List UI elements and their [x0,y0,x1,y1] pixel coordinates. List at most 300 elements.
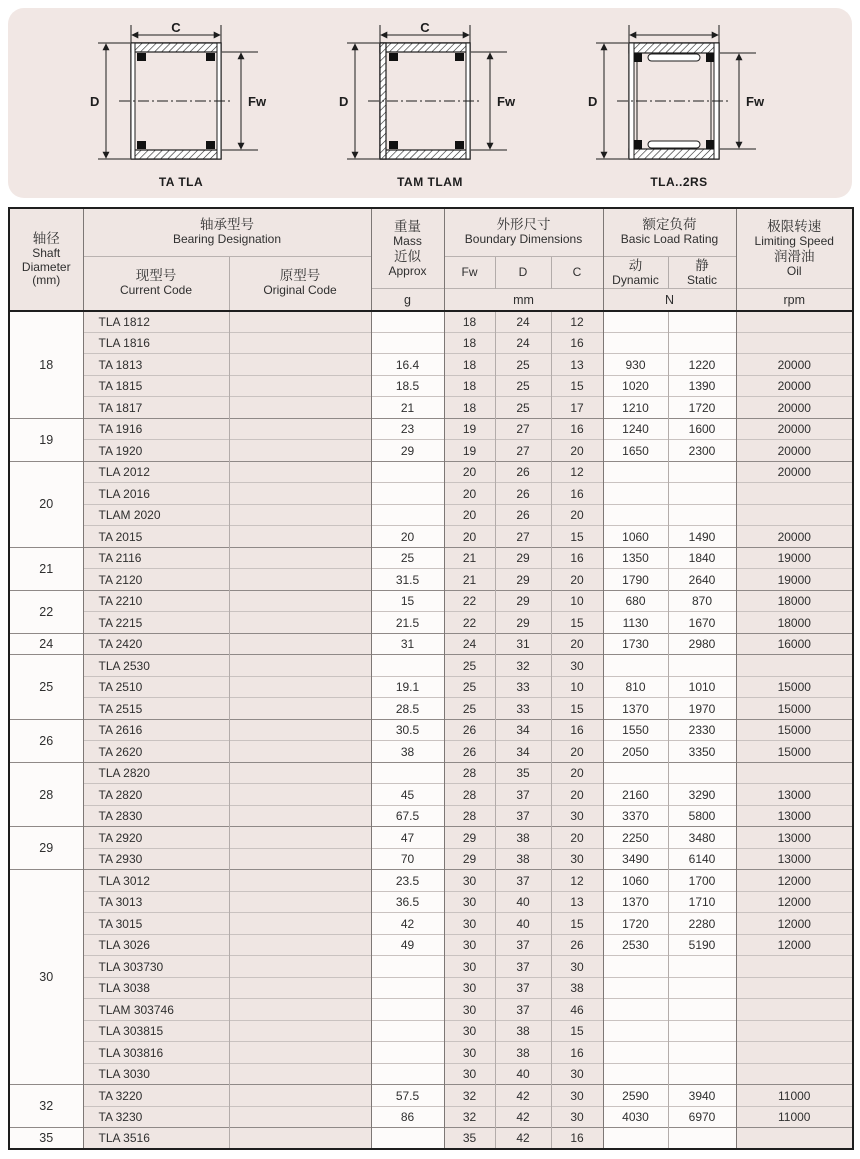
mass-cell [371,504,444,526]
current-code-cell: TA 1815 [83,375,229,397]
mass-cell: 21 [371,397,444,419]
header-line: Diameter [21,259,71,274]
diagram-panel [8,8,852,198]
c-cell: 20 [551,440,603,462]
mass-cell: 23.5 [371,870,444,892]
current-code-cell: TLA 2016 [83,483,229,505]
header-line: Static [686,272,717,287]
fw-cell: 28 [444,805,495,827]
mass-cell: 15 [371,590,444,612]
current-code-cell: TLA 3030 [83,1063,229,1085]
dynamic-load-cell: 2250 [603,827,668,849]
dynamic-load-cell [603,999,668,1021]
speed-cell [736,332,853,354]
mass-cell [371,1020,444,1042]
table-row [9,999,853,1021]
col-header-bearing-designation [83,208,371,256]
current-code-cell: TLA 303815 [83,1020,229,1042]
static-load-cell: 6140 [668,848,736,870]
fw-cell: 24 [444,633,495,655]
speed-cell: 13000 [736,784,853,806]
d-cell: 37 [495,870,551,892]
speed-cell: 18000 [736,612,853,634]
header-line: Dynamic [612,272,659,287]
header-line: Oil [786,263,802,278]
mass-cell [371,762,444,784]
c-cell: 12 [551,311,603,333]
bearing-diagram-tam-tlam [335,21,525,189]
c-cell: 20 [551,504,603,526]
static-load-cell: 3940 [668,1085,736,1107]
mass-cell [371,332,444,354]
c-cell: 46 [551,999,603,1021]
dynamic-load-cell: 1730 [603,633,668,655]
speed-cell: 19000 [736,569,853,591]
dynamic-load-cell: 1350 [603,547,668,569]
original-code-cell [229,655,371,677]
table-row [9,956,853,978]
d-cell: 38 [495,848,551,870]
static-load-cell: 6970 [668,1106,736,1128]
header-line: Approx [388,263,427,278]
speed-cell: 15000 [736,741,853,763]
current-code-cell: TLA 3038 [83,977,229,999]
d-cell: 29 [495,590,551,612]
dynamic-load-cell [603,483,668,505]
table-row [9,1128,853,1150]
fw-cell: 21 [444,569,495,591]
fw-cell: 32 [444,1085,495,1107]
mass-cell: 20 [371,526,444,548]
table-row [9,977,853,999]
d-cell: 37 [495,934,551,956]
fw-cell: 32 [444,1106,495,1128]
dynamic-load-cell: 930 [603,354,668,376]
fw-cell: 18 [444,397,495,419]
header-line: 外形尺寸 [496,217,551,233]
unit-load-n: N [603,289,736,311]
c-cell: 30 [551,848,603,870]
dynamic-load-cell [603,332,668,354]
fw-cell: 28 [444,762,495,784]
dynamic-load-cell [603,956,668,978]
original-code-cell [229,956,371,978]
mass-cell: 18.5 [371,375,444,397]
dynamic-load-cell [603,461,668,483]
static-load-cell: 1670 [668,612,736,634]
original-code-cell [229,332,371,354]
speed-cell [736,1063,853,1085]
original-code-cell [229,1085,371,1107]
original-code-cell [229,698,371,720]
current-code-cell: TA 1920 [83,440,229,462]
dynamic-load-cell [603,977,668,999]
mass-cell: 25 [371,547,444,569]
table-row [9,784,853,806]
original-code-cell [229,440,371,462]
diagram-label: TAM TLAM [397,175,463,189]
unit-mass-g: g [371,289,444,311]
bearing-cross-section-drawing [86,21,276,173]
table-row [9,483,853,505]
speed-cell: 13000 [736,848,853,870]
dynamic-load-cell: 2530 [603,934,668,956]
header-line: 极限转速 [767,218,822,234]
c-cell: 15 [551,1020,603,1042]
fw-cell: 19 [444,440,495,462]
static-load-cell: 1390 [668,375,736,397]
table-row [9,1020,853,1042]
unit-speed-rpm: rpm [736,289,853,311]
original-code-cell [229,719,371,741]
dynamic-load-cell: 810 [603,676,668,698]
speed-cell [736,655,853,677]
speed-cell: 13000 [736,805,853,827]
original-code-cell [229,397,371,419]
shaft-diameter-cell: 26 [9,719,83,762]
speed-cell [736,956,853,978]
c-cell: 16 [551,418,603,440]
table-row [9,590,853,612]
c-cell: 38 [551,977,603,999]
current-code-cell: TA 2920 [83,827,229,849]
current-code-cell: TA 3220 [83,1085,229,1107]
shaft-diameter-cell: 18 [9,311,83,419]
static-load-cell: 3290 [668,784,736,806]
static-load-cell: 1490 [668,526,736,548]
dynamic-load-cell: 1370 [603,698,668,720]
table-row [9,676,853,698]
mass-cell [371,483,444,505]
original-code-cell [229,1128,371,1150]
shaft-diameter-cell: 35 [9,1128,83,1150]
fw-cell: 18 [444,332,495,354]
static-load-cell [668,999,736,1021]
original-code-cell [229,612,371,634]
speed-cell: 20000 [736,526,853,548]
current-code-cell: TA 1813 [83,354,229,376]
speed-cell [736,483,853,505]
d-cell: 40 [495,891,551,913]
speed-cell: 12000 [736,913,853,935]
speed-cell: 12000 [736,934,853,956]
dynamic-load-cell: 3370 [603,805,668,827]
static-load-cell: 2300 [668,440,736,462]
fw-cell: 30 [444,870,495,892]
d-cell: 26 [495,483,551,505]
speed-cell: 13000 [736,827,853,849]
original-code-cell [229,1042,371,1064]
mass-cell [371,956,444,978]
c-cell: 30 [551,655,603,677]
static-load-cell: 1600 [668,418,736,440]
current-code-cell: TA 2215 [83,612,229,634]
d-cell: 38 [495,1042,551,1064]
header-line: 润滑油 [774,248,815,264]
mass-cell: 42 [371,913,444,935]
bearing-diagram-tla-2rs [584,21,774,189]
c-cell: 26 [551,934,603,956]
header-line: 动 [628,257,643,273]
header-line: 原型号 [279,268,321,284]
col-header-basic-load-rating [603,208,736,256]
d-cell: 35 [495,762,551,784]
dynamic-load-cell: 1790 [603,569,668,591]
table-row [9,547,853,569]
c-cell: 30 [551,1063,603,1085]
speed-cell: 11000 [736,1106,853,1128]
header-line: (mm) [32,273,61,288]
mass-cell: 30.5 [371,719,444,741]
static-load-cell: 1720 [668,397,736,419]
col-header-dynamic [603,256,668,289]
d-cell: 26 [495,461,551,483]
c-cell: 20 [551,827,603,849]
original-code-cell [229,805,371,827]
current-code-cell: TA 2930 [83,848,229,870]
mass-cell [371,1128,444,1150]
original-code-cell [229,827,371,849]
d-cell: 34 [495,741,551,763]
fw-cell: 20 [444,483,495,505]
static-load-cell: 870 [668,590,736,612]
static-load-cell: 2330 [668,719,736,741]
d-cell: 31 [495,633,551,655]
table-row [9,848,853,870]
table-row [9,870,853,892]
fw-cell: 30 [444,1063,495,1085]
static-load-cell: 1220 [668,354,736,376]
original-code-cell [229,741,371,763]
fw-cell: 29 [444,848,495,870]
c-cell: 13 [551,354,603,376]
speed-cell [736,1128,853,1150]
col-header-shaft-diameter [9,208,83,311]
table-row [9,526,853,548]
dynamic-load-cell [603,504,668,526]
current-code-cell: TLAM 2020 [83,504,229,526]
table-row [9,805,853,827]
original-code-cell [229,526,371,548]
static-load-cell: 1010 [668,676,736,698]
original-code-cell [229,483,371,505]
static-load-cell: 1840 [668,547,736,569]
mass-cell [371,1042,444,1064]
current-code-cell: TLA 303816 [83,1042,229,1064]
original-code-cell [229,1020,371,1042]
static-load-cell [668,655,736,677]
mass-cell [371,655,444,677]
fw-cell: 30 [444,977,495,999]
current-code-cell: TLA 1812 [83,311,229,333]
c-cell: 10 [551,676,603,698]
mass-cell: 70 [371,848,444,870]
c-cell: 20 [551,569,603,591]
shaft-diameter-cell: 22 [9,590,83,633]
c-cell: 20 [551,741,603,763]
original-code-cell [229,547,371,569]
header-line: Bearing Designation [172,232,282,247]
current-code-cell: TA 3230 [83,1106,229,1128]
mass-cell: 19.1 [371,676,444,698]
mass-cell: 47 [371,827,444,849]
speed-cell: 12000 [736,870,853,892]
fw-cell: 21 [444,547,495,569]
dynamic-load-cell [603,1063,668,1085]
col-header-fw [444,256,495,289]
table-row [9,1063,853,1085]
c-cell: 15 [551,526,603,548]
current-code-cell: TLA 303730 [83,956,229,978]
static-load-cell: 3480 [668,827,736,849]
d-cell: 25 [495,397,551,419]
header-line: Fw [461,264,478,279]
table-body [9,311,853,1150]
fw-cell: 20 [444,504,495,526]
fw-cell: 30 [444,934,495,956]
fw-cell: 30 [444,956,495,978]
speed-cell: 15000 [736,676,853,698]
d-cell: 42 [495,1106,551,1128]
d-cell: 24 [495,332,551,354]
table-row [9,1042,853,1064]
mass-cell: 67.5 [371,805,444,827]
fw-cell: 25 [444,676,495,698]
dynamic-load-cell: 4030 [603,1106,668,1128]
current-code-cell: TA 2820 [83,784,229,806]
original-code-cell [229,977,371,999]
current-code-cell: TLA 2012 [83,461,229,483]
current-code-cell: TA 2830 [83,805,229,827]
d-cell: 40 [495,1063,551,1085]
current-code-cell: TA 3015 [83,913,229,935]
c-cell: 16 [551,1042,603,1064]
original-code-cell [229,1063,371,1085]
current-code-cell: TLA 2530 [83,655,229,677]
current-code-cell: TLA 3516 [83,1128,229,1150]
d-cell: 37 [495,977,551,999]
mass-cell: 23 [371,418,444,440]
d-cell: 34 [495,719,551,741]
current-code-cell: TA 2120 [83,569,229,591]
original-code-cell [229,418,371,440]
table-row [9,633,853,655]
d-cell: 42 [495,1128,551,1150]
d-cell: 38 [495,1020,551,1042]
fw-cell: 30 [444,999,495,1021]
fw-cell: 26 [444,719,495,741]
fw-cell: 30 [444,1042,495,1064]
speed-cell: 12000 [736,891,853,913]
mass-cell: 29 [371,440,444,462]
d-cell: 37 [495,784,551,806]
speed-cell: 11000 [736,1085,853,1107]
mass-cell: 38 [371,741,444,763]
table-row [9,354,853,376]
dynamic-load-cell: 3490 [603,848,668,870]
dynamic-load-cell: 1060 [603,526,668,548]
table-row [9,891,853,913]
table-row [9,1085,853,1107]
original-code-cell [229,891,371,913]
current-code-cell: TA 2510 [83,676,229,698]
dynamic-load-cell: 1720 [603,913,668,935]
fw-cell: 25 [444,655,495,677]
bearing-spec-table [8,207,854,1150]
original-code-cell [229,676,371,698]
original-code-cell [229,848,371,870]
speed-cell [736,311,853,333]
static-load-cell: 1700 [668,870,736,892]
static-load-cell [668,311,736,333]
c-cell: 16 [551,547,603,569]
original-code-cell [229,569,371,591]
mass-cell [371,1063,444,1085]
shaft-diameter-cell: 28 [9,762,83,827]
c-cell: 16 [551,1128,603,1150]
original-code-cell [229,311,371,333]
col-header-static [668,256,736,289]
shaft-diameter-cell: 20 [9,461,83,547]
header-line: Current Code [119,283,193,298]
diagram-label: TLA..2RS [650,175,708,189]
static-load-cell [668,762,736,784]
original-code-cell [229,934,371,956]
mass-cell: 49 [371,934,444,956]
c-cell: 20 [551,633,603,655]
current-code-cell: TA 2616 [83,719,229,741]
original-code-cell [229,784,371,806]
d-cell: 25 [495,375,551,397]
d-cell: 42 [495,1085,551,1107]
mass-cell [371,311,444,333]
mass-cell: 16.4 [371,354,444,376]
dim-label-d: D [90,94,100,109]
header-line: C [572,264,582,279]
original-code-cell [229,354,371,376]
static-load-cell: 5190 [668,934,736,956]
d-cell: 37 [495,956,551,978]
original-code-cell [229,913,371,935]
original-code-cell [229,762,371,784]
shaft-diameter-cell: 21 [9,547,83,590]
static-load-cell [668,1128,736,1150]
original-code-cell [229,375,371,397]
d-cell: 38 [495,827,551,849]
table-row [9,332,853,354]
static-load-cell [668,1020,736,1042]
dynamic-load-cell: 2050 [603,741,668,763]
table-row [9,741,853,763]
fw-cell: 25 [444,698,495,720]
shaft-diameter-cell: 30 [9,870,83,1085]
fw-cell: 20 [444,461,495,483]
mass-cell: 28.5 [371,698,444,720]
original-code-cell [229,504,371,526]
c-cell: 15 [551,375,603,397]
table-row [9,612,853,634]
original-code-cell [229,999,371,1021]
table-row [9,311,853,333]
table-row [9,934,853,956]
original-code-cell [229,590,371,612]
header-line: Limiting Speed [754,233,834,248]
speed-cell [736,504,853,526]
current-code-cell: TA 2620 [83,741,229,763]
c-cell: 16 [551,483,603,505]
dynamic-load-cell [603,1128,668,1150]
static-load-cell: 1970 [668,698,736,720]
